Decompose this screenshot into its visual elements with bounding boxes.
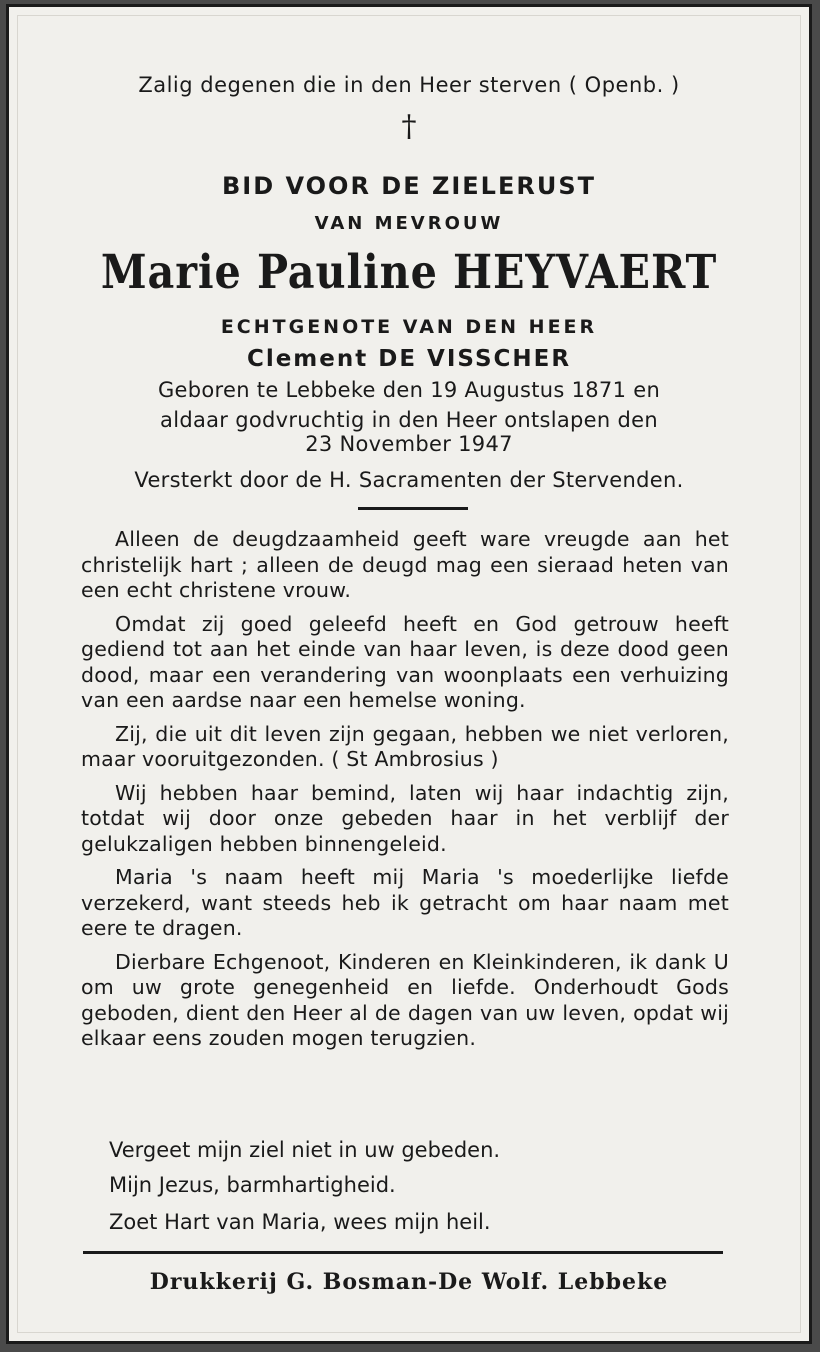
prayer-line: Mijn Jezus, barmhartigheid. <box>109 1173 396 1197</box>
paragraph: Alleen de deugdzaamheid geeft ware vreugde aan het christelijk hart ; alleen de deugd mag een sieraad heten van een echt christene vrouw. <box>81 527 729 602</box>
paragraph: Wij hebben haar bemind, laten wij haar indachtig zijn, totdat wij door onze gebeden haar in het verblijf der gelukzaligen hebben binnengeleid. <box>81 780 729 856</box>
meditation-text <box>81 527 729 1060</box>
birth-line-2: aldaar godvruchtig in den Heer ontslapen den <box>160 408 658 432</box>
paragraph: Dierbare Echgenoot, Kinderen en Kleinkinderen, ik dank U om uw grote genegenheid en liefde. Onderhoudt Gods geboden, dient den Heer al de dagen van uw leven, opdat wij elkaar eens zouden mogen terugzien. <box>81 949 729 1050</box>
spouse-label: ECHTGENOTE VAN DEN HEER <box>220 316 598 338</box>
prayer-heading: BID VOOR DE ZIELERUST <box>221 172 596 200</box>
footer-rule <box>83 1251 723 1254</box>
separator-rule <box>358 507 468 510</box>
spouse-name: Clement DE VISSCHER <box>246 346 572 372</box>
paragraph: Zij, die uit dit leven zijn gegaan, hebben we niet verloren, maar vooruitgezonden. ( St Ambrosius ) <box>81 721 729 771</box>
cross-icon: † <box>401 109 417 144</box>
prayer-line: Vergeet mijn ziel niet in uw gebeden. <box>109 1138 501 1162</box>
prayer-line: Zoet Hart van Maria, wees mijn heil. <box>109 1210 491 1234</box>
memorial-card <box>6 4 812 1344</box>
title-van-mevrouw: VAN MEVROUW <box>314 213 504 234</box>
deceased-name: Marie Pauline HEYVAERT <box>100 245 718 300</box>
sacraments-line: Versterkt door de H. Sacramenten der Stervenden. <box>134 468 684 492</box>
paragraph: Omdat zij goed geleefd heeft en God getrouw heeft gediend tot aan het einde van haar leven, is deze dood geen dood, maar een verandering van woonplaats een verhuizing van een aardse naar een hemelse woning. <box>81 611 729 712</box>
motto-line: Zalig degenen die in den Heer sterven ( Openb. ) <box>138 73 680 97</box>
printer-credit: Drukkerij G. Bosman-De Wolf. Lebbeke <box>149 1269 669 1295</box>
death-date: 23 November 1947 <box>305 432 513 456</box>
paragraph: Maria 's naam heeft mij Maria 's moederlijke liefde verzekerd, want steeds heb ik getracht om haar naam met eere te dragen. <box>81 865 729 940</box>
birth-line-1: Geboren te Lebbeke den 19 Augustus 1871 en <box>157 378 661 402</box>
